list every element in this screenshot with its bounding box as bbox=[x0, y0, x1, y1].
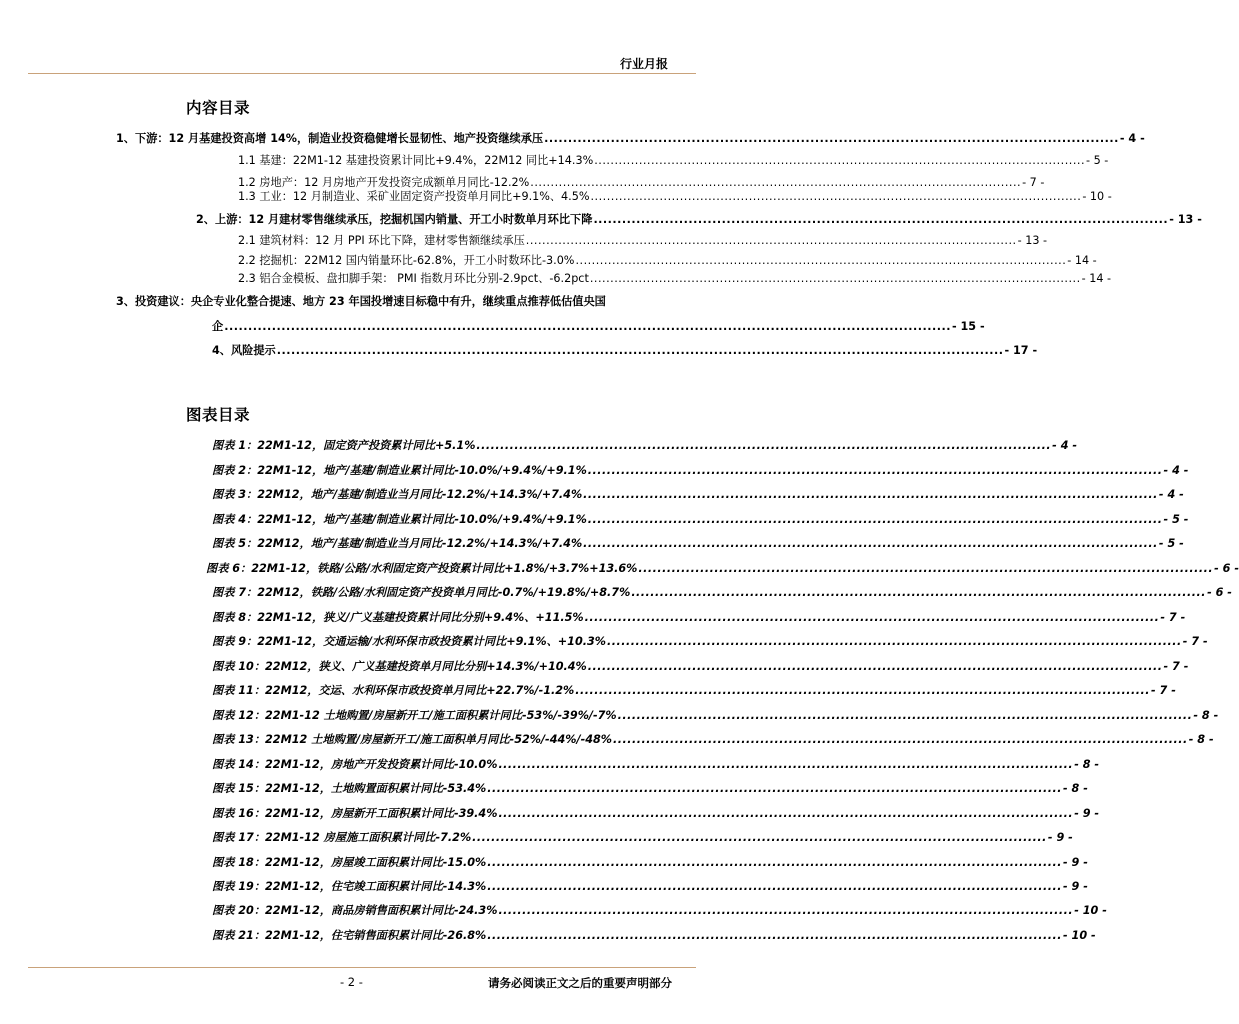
figure-entry-text: 图表 1：22M1-12，固定资产投资累计同比+5.1% bbox=[212, 439, 476, 452]
toc-leader: ......................................................................................................................... bbox=[530, 176, 1022, 189]
toc-entry-text: 1.3 工业：12 月制造业、采矿业固定资产投资单月同比+9.1%、4.5% bbox=[238, 190, 590, 203]
figure-entry-text: 图表 21：22M1-12，住宅销售面积累计同比-26.8% bbox=[212, 929, 487, 942]
toc-entry-page: - 5 - bbox=[1086, 154, 1109, 167]
toc-leader: ......................................................................................................................... bbox=[472, 831, 1047, 844]
figure-entry[interactable] bbox=[212, 780, 1088, 798]
figure-entry-text: 图表 20：22M1-12，商品房销售面积累计同比-24.3% bbox=[212, 904, 498, 917]
figure-entry-text: 图表 5：22M12，地产/基建/制造业当月同比-12.2%/+14.3%/+7.4% bbox=[212, 537, 583, 550]
figure-entry-text: 图表 15：22M1-12，土地购置面积累计同比-53.4% bbox=[212, 782, 487, 795]
page-number: - 2 - bbox=[340, 975, 363, 989]
figure-entry-page: - 9 - bbox=[1063, 880, 1088, 893]
toc-leader: ......................................................................................................................... bbox=[498, 904, 1074, 917]
toc-entry-page: - 10 - bbox=[1082, 190, 1112, 203]
toc-entry[interactable] bbox=[116, 130, 1145, 148]
toc-entry[interactable] bbox=[196, 211, 1202, 229]
figure-entry-text: 图表 13：22M12 土地购置/房屋新开工/施工面积单月同比-52%/-44%/-48% bbox=[212, 733, 612, 746]
toc-entry-page: - 14 - bbox=[1067, 254, 1097, 267]
figure-entry[interactable] bbox=[212, 511, 1189, 529]
figure-entry-text: 图表 16：22M1-12，房屋新开工面积累计同比-39.4% bbox=[212, 807, 498, 820]
toc-entry[interactable] bbox=[116, 293, 684, 311]
toc-leader: ......................................................................................................................... bbox=[631, 586, 1207, 599]
toc-leader: ......................................................................................................................... bbox=[587, 513, 1163, 526]
toc-leader: ......................................................................................................................... bbox=[487, 856, 1062, 869]
figure-entry-text: 图表 8：22M1-12，狭义/广义基建投资累计同比分别+9.4%、+11.5% bbox=[212, 611, 584, 624]
figure-entry[interactable] bbox=[212, 756, 1100, 774]
figure-entry-text: 图表 11：22M12，交运、水利环保市政投资单月同比+22.7%/-1.2% bbox=[212, 684, 575, 697]
figure-entry-page: - 5 - bbox=[1158, 537, 1184, 550]
toc-entry-text: 4、风险提示 bbox=[212, 344, 276, 357]
toc-leader: ......................................................................................................................... bbox=[593, 213, 1169, 226]
toc-leader: ......................................................................................................................... bbox=[525, 234, 1017, 247]
header-divider bbox=[28, 73, 696, 74]
toc-leader: ......................................................................................................................... bbox=[594, 154, 1086, 167]
toc-entry-text: 2、上游：12 月建材零售继续承压，挖掘机国内销量、开工小时数单月环比下降 bbox=[196, 213, 593, 226]
figure-entry-text: 图表 7：22M12，铁路/公路/水利固定资产投资单月同比-0.7%/+19.8%/+8.7% bbox=[212, 586, 631, 599]
toc-leader: ......................................................................................................................... bbox=[617, 709, 1193, 722]
figure-entry-page: - 8 - bbox=[1063, 782, 1088, 795]
figure-entry[interactable] bbox=[206, 560, 1239, 578]
toc-leader: ......................................................................................................................... bbox=[544, 132, 1119, 145]
figure-entry-page: - 7 - bbox=[1160, 611, 1186, 624]
figure-entry[interactable] bbox=[212, 486, 1184, 504]
figure-entry[interactable] bbox=[212, 805, 1100, 823]
figure-entry[interactable] bbox=[212, 658, 1189, 676]
figure-entry-page: - 10 - bbox=[1063, 929, 1096, 942]
toc-entry-page: - 15 - bbox=[951, 320, 985, 333]
toc-entry-text: 2.3 铝合金模板、盘扣脚手架： PMI 指数月环比分别-2.9pct、-6.2pct bbox=[238, 272, 589, 285]
toc-entry-page: - 14 - bbox=[1081, 272, 1112, 285]
figure-entry-text: 图表 9：22M1-12，交通运输/水利环保市政投资累计同比+9.1%、+10.3% bbox=[212, 635, 606, 648]
figure-entry[interactable] bbox=[212, 462, 1189, 480]
toc-entry-text: 3、投资建议：央企专业化整合提速、地方 23 年国投增速目标稳中有升，继续重点推荐低估值央国 bbox=[116, 295, 606, 308]
figure-entry[interactable] bbox=[212, 878, 1088, 896]
figure-entry-page: - 4 - bbox=[1158, 488, 1184, 501]
figure-entry[interactable] bbox=[212, 609, 1186, 627]
figure-entry-page: - 8 - bbox=[1193, 709, 1219, 722]
figure-entry[interactable] bbox=[212, 927, 1096, 945]
toc-leader: ......................................................................................................................... bbox=[589, 272, 1081, 285]
toc-leader: ......................................................................................................................... bbox=[487, 782, 1062, 795]
toc-entry-page: - 4 - bbox=[1119, 132, 1145, 145]
figure-entry-page: - 6 - bbox=[1207, 586, 1232, 599]
toc-entry[interactable] bbox=[212, 318, 985, 336]
figure-entry-page: - 9 - bbox=[1047, 831, 1073, 844]
figure-entry-text: 图表 18：22M1-12，房屋竣工面积累计同比-15.0% bbox=[212, 856, 487, 869]
figure-entry-text: 图表 19：22M1-12，住宅竣工面积累计同比-14.3% bbox=[212, 880, 487, 893]
figure-entry-page: - 9 - bbox=[1063, 856, 1088, 869]
toc-leader: ......................................................................................................................... bbox=[575, 684, 1150, 697]
toc-leader: ......................................................................................................................... bbox=[575, 254, 1067, 267]
toc-leader: ......................................................................................................................... bbox=[583, 537, 1158, 550]
figure-entry[interactable] bbox=[212, 535, 1184, 553]
toc-leader: ......................................................................................................................... bbox=[476, 439, 1052, 452]
toc-entry-text: 企 bbox=[212, 320, 224, 333]
toc-entry[interactable] bbox=[238, 252, 1097, 270]
figure-entry-text: 图表 3：22M12，地产/基建/制造业当月同比-12.2%/+14.3%/+7.4% bbox=[212, 488, 583, 501]
toc-entry-text: 2.2 挖掘机：22M12 国内销量环比-62.8%，开工小时数环比-3.0% bbox=[238, 254, 575, 267]
figure-entry-page: - 7 - bbox=[1182, 635, 1208, 648]
figure-entry[interactable] bbox=[212, 633, 1208, 651]
figure-entry-text: 图表 2：22M1-12，地产/基建/制造业累计同比-10.0%/+9.4%/+9.1% bbox=[212, 464, 587, 477]
toc-entry[interactable] bbox=[238, 188, 1112, 206]
figure-entry-text: 图表 14：22M1-12，房地产开发投资累计同比-10.0% bbox=[212, 758, 498, 771]
figure-entry[interactable] bbox=[212, 731, 1214, 749]
figure-entry-page: - 5 - bbox=[1163, 513, 1189, 526]
toc-entry-page: - 17 - bbox=[1004, 344, 1038, 357]
toc-entry[interactable] bbox=[238, 270, 1112, 288]
figure-entry[interactable] bbox=[212, 829, 1073, 847]
figures-title: 图表目录 bbox=[186, 406, 251, 424]
figure-entry[interactable] bbox=[212, 584, 1232, 602]
toc-leader: ......................................................................................................................... bbox=[584, 611, 1160, 624]
toc-leader: ......................................................................................................................... bbox=[587, 660, 1163, 673]
toc-entry[interactable] bbox=[238, 152, 1109, 170]
figure-entry-page: - 4 - bbox=[1052, 439, 1078, 452]
figure-entry[interactable] bbox=[212, 682, 1176, 700]
toc-entry-page: - 13 - bbox=[1169, 213, 1202, 226]
figure-entry-page: - 10 - bbox=[1074, 904, 1107, 917]
figure-entry-text: 图表 10：22M12，狭义、广义基建投资单月同比分别+14.3%/+10.4% bbox=[212, 660, 587, 673]
figure-entry[interactable] bbox=[212, 854, 1088, 872]
footer-divider bbox=[28, 967, 696, 968]
toc-entry-page: - 7 - bbox=[1022, 176, 1045, 189]
toc-leader: ......................................................................................................................... bbox=[498, 807, 1074, 820]
figure-entry-text: 图表 4：22M1-12，地产/基建/制造业累计同比-10.0%/+9.4%/+9.1% bbox=[212, 513, 587, 526]
toc-leader: ......................................................................................................................... bbox=[583, 488, 1158, 501]
figure-entry-page: - 8 - bbox=[1074, 758, 1100, 771]
toc-entry-text: 1、下游：12 月基建投资高增 14%，制造业投资稳健增长显韧性、地产投资继续承压 bbox=[116, 132, 544, 145]
report-type-label: 行业月报 bbox=[619, 57, 668, 71]
figure-entry[interactable] bbox=[212, 437, 1078, 455]
toc-entry-page: - 13 - bbox=[1017, 234, 1048, 247]
toc-leader: ......................................................................................................................... bbox=[607, 635, 1182, 648]
figure-entry-text: 图表 6：22M1-12，铁路/公路/水利固定资产投资累计同比+1.8%/+3.7%+13.6% bbox=[206, 562, 638, 575]
disclaimer-note: 请务必阅读正文之后的重要声明部分 bbox=[488, 976, 672, 990]
figure-entry-page: - 9 - bbox=[1074, 807, 1100, 820]
toc-leader: ......................................................................................................................... bbox=[498, 758, 1074, 771]
figure-entry-text: 图表 17：22M1-12 房屋施工面积累计同比-7.2% bbox=[212, 831, 472, 844]
toc-leader: ......................................................................................................................................................... bbox=[276, 344, 1004, 357]
figure-entry-text: 图表 12：22M1-12 土地购置/房屋新开工/施工面积累计同比-53%/-39%/-7% bbox=[212, 709, 617, 722]
toc-leader: ......................................................................................................................... bbox=[590, 190, 1082, 203]
contents-title: 内容目录 bbox=[186, 99, 251, 117]
figure-entry-page: - 7 - bbox=[1151, 684, 1176, 697]
toc-entry[interactable] bbox=[212, 342, 1038, 360]
figure-entry-page: - 7 - bbox=[1163, 660, 1189, 673]
figure-entry[interactable] bbox=[212, 902, 1107, 920]
figure-entry[interactable] bbox=[212, 707, 1219, 725]
toc-entry[interactable] bbox=[238, 232, 1048, 250]
toc-leader: ......................................................................................................................... bbox=[613, 733, 1188, 746]
toc-entry-text: 2.1 建筑材料：12 月 PPI 环比下降，建材零售额继续承压 bbox=[238, 234, 525, 247]
toc-leader: ......................................................................................................................... bbox=[587, 464, 1163, 477]
figure-entry-page: - 4 - bbox=[1163, 464, 1189, 477]
figure-entry-page: - 6 - bbox=[1214, 562, 1239, 575]
figure-entry-page: - 8 - bbox=[1188, 733, 1214, 746]
toc-leader: ......................................................................................................................................................... bbox=[224, 320, 951, 333]
toc-entry-text: 1.1 基建：22M1-12 基建投资累计同比+9.4%，22M12 同比+14.3% bbox=[238, 154, 594, 167]
toc-leader: ......................................................................................................................... bbox=[487, 929, 1062, 942]
toc-leader: ......................................................................................................................... bbox=[487, 880, 1062, 893]
toc-leader: ......................................................................................................................... bbox=[638, 562, 1214, 575]
toc-entry-text: 1.2 房地产：12 月房地产开发投资完成额单月同比-12.2% bbox=[238, 176, 530, 189]
